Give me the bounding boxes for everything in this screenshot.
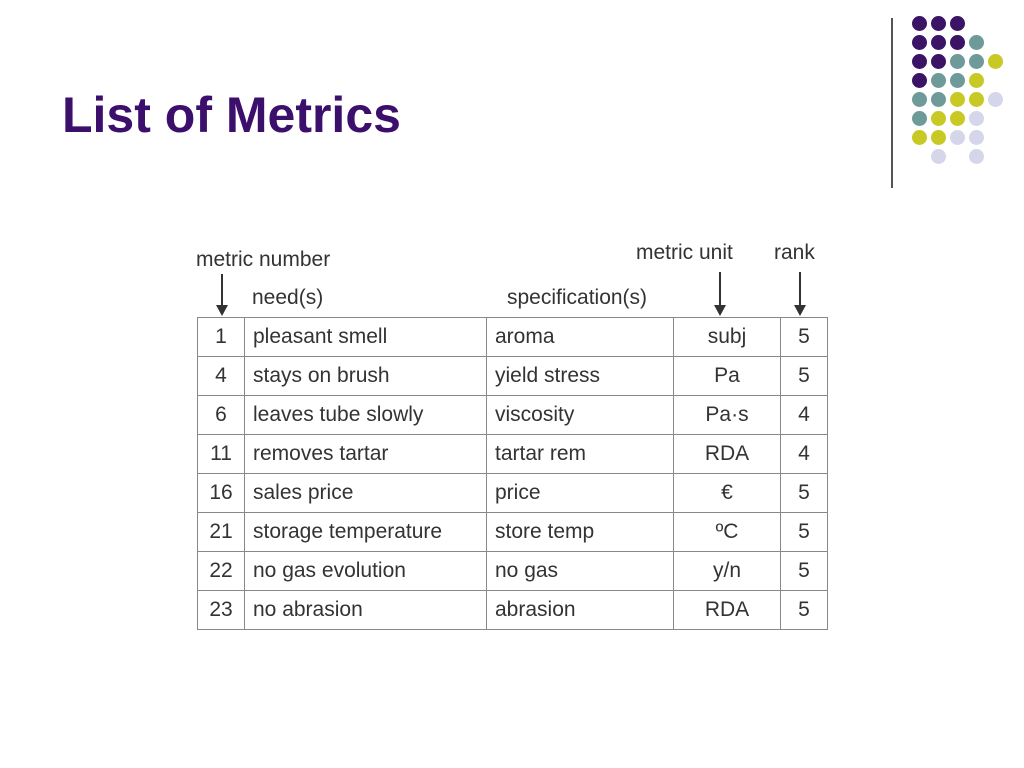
label-metric-unit: metric unit — [636, 241, 733, 264]
metric-unit-cell: RDA — [674, 591, 781, 630]
table-row — [198, 474, 828, 513]
metric-number-cell: 6 — [198, 396, 245, 435]
specification-cell: viscosity — [487, 396, 674, 435]
metric-number-cell: 23 — [198, 591, 245, 630]
label-needs: need(s) — [252, 286, 324, 309]
metric-unit-cell: subj — [674, 318, 781, 357]
table-row — [198, 318, 828, 357]
rank-cell: 4 — [781, 396, 828, 435]
metric-unit-cell: Pa·s — [674, 396, 781, 435]
specification-cell: aroma — [487, 318, 674, 357]
specification-cell: yield stress — [487, 357, 674, 396]
arrow-down-icon — [719, 272, 721, 307]
rank-cell: 5 — [781, 513, 828, 552]
rank-cell: 5 — [781, 357, 828, 396]
table-row — [198, 357, 828, 396]
slide-title: List of Metrics — [62, 87, 401, 143]
metric-unit-cell: € — [674, 474, 781, 513]
rank-cell: 4 — [781, 435, 828, 474]
specification-cell: tartar rem — [487, 435, 674, 474]
need-cell: leaves tube slowly — [245, 396, 487, 435]
arrow-down-icon — [799, 272, 801, 307]
specification-cell: price — [487, 474, 674, 513]
rank-cell: 5 — [781, 552, 828, 591]
arrow-down-icon — [221, 274, 223, 307]
metric-unit-cell: ºC — [674, 513, 781, 552]
metrics-table — [197, 317, 828, 630]
metric-number-cell: 16 — [198, 474, 245, 513]
label-rank: rank — [774, 241, 815, 264]
metric-number-cell: 21 — [198, 513, 245, 552]
need-cell: removes tartar — [245, 435, 487, 474]
metric-number-cell: 4 — [198, 357, 245, 396]
need-cell: no abrasion — [245, 591, 487, 630]
metric-number-cell: 22 — [198, 552, 245, 591]
need-cell: stays on brush — [245, 357, 487, 396]
table-row — [198, 552, 828, 591]
metric-unit-cell: y/n — [674, 552, 781, 591]
specification-cell: no gas — [487, 552, 674, 591]
metric-number-cell: 1 — [198, 318, 245, 357]
specification-cell: abrasion — [487, 591, 674, 630]
rank-cell: 5 — [781, 318, 828, 357]
table-row — [198, 396, 828, 435]
metric-unit-cell: Pa — [674, 357, 781, 396]
label-specifications: specification(s) — [507, 286, 648, 309]
label-metric-number: metric number — [196, 248, 331, 271]
need-cell: sales price — [245, 474, 487, 513]
metric-number-cell: 11 — [198, 435, 245, 474]
need-cell: pleasant smell — [245, 318, 487, 357]
rank-cell: 5 — [781, 474, 828, 513]
rank-cell: 5 — [781, 591, 828, 630]
need-cell: storage temperature — [245, 513, 487, 552]
table-row — [198, 435, 828, 474]
specification-cell: store temp — [487, 513, 674, 552]
metric-unit-cell: RDA — [674, 435, 781, 474]
table-row — [198, 513, 828, 552]
need-cell: no gas evolution — [245, 552, 487, 591]
table-row — [198, 591, 828, 630]
